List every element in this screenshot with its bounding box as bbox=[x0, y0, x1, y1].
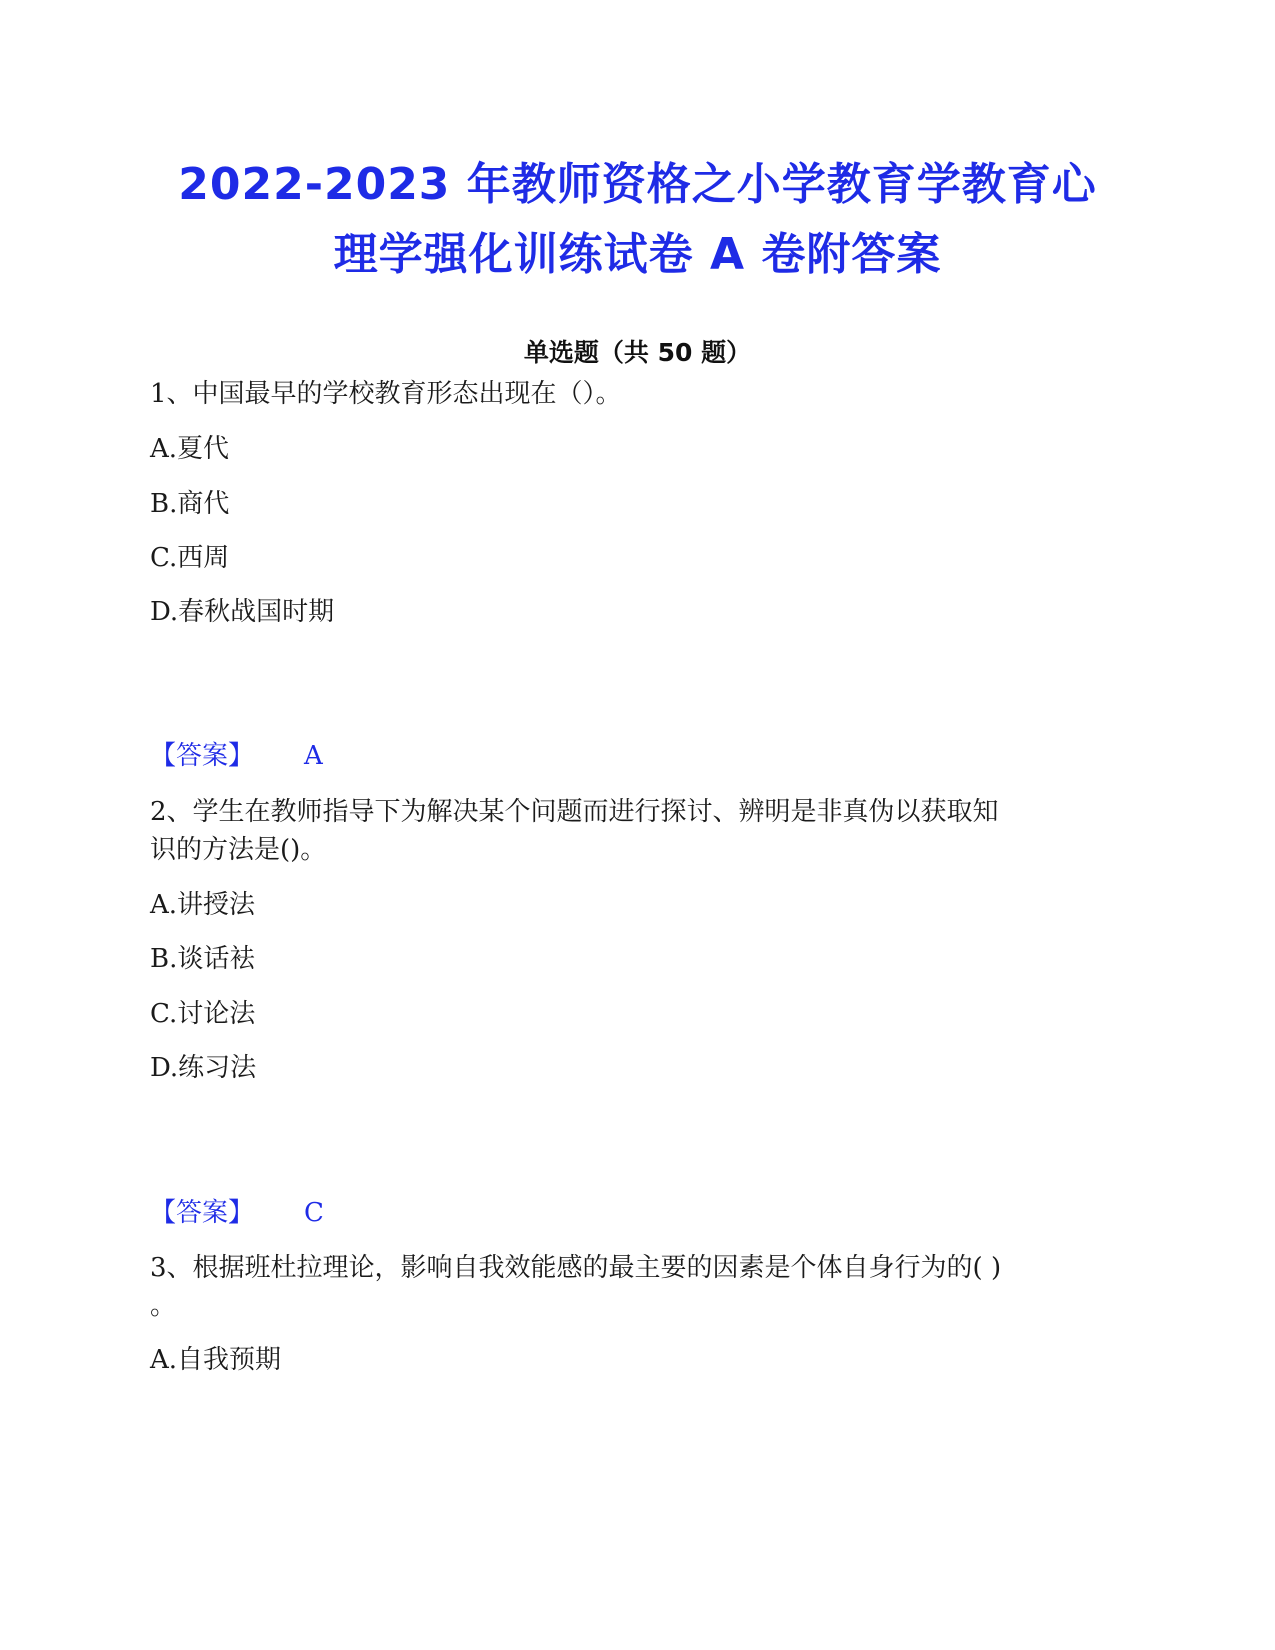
answer-value: C bbox=[304, 1198, 324, 1228]
document-title-line-1: 2022-2023 年教师资格之小学教育学教育心 bbox=[178, 159, 1097, 210]
answer-value: A bbox=[304, 741, 323, 771]
question-1-option-c: C.西周 bbox=[150, 543, 230, 573]
section-heading: 单选题（共 50 题） bbox=[523, 338, 752, 367]
question-2-option-a: A.讲授法 bbox=[150, 890, 256, 920]
question-2-option-c: C.讨论法 bbox=[150, 999, 256, 1029]
question-3-stem-line-1: 3、根据班杜拉理论，影响自我效能感的最主要的因素是个体自身行为的( ) bbox=[150, 1253, 1002, 1283]
question-1-option-b: B.商代 bbox=[150, 489, 230, 519]
answer-label: 【答案】 bbox=[150, 1198, 255, 1228]
document-title bbox=[0, 150, 1275, 290]
answer-label: 【答案】 bbox=[150, 741, 255, 771]
question-2-option-b: B.谈话袪 bbox=[150, 944, 256, 974]
question-3-option-a: A.自我预期 bbox=[150, 1345, 282, 1375]
question-1-option-d: D.春秋战国时期 bbox=[150, 597, 335, 627]
question-1-option-a: A.夏代 bbox=[150, 434, 230, 464]
question-1-answer bbox=[150, 738, 323, 774]
question-2-stem-line-2: 识的方法是()。 bbox=[150, 835, 327, 865]
question-2-option-d: D.练习法 bbox=[150, 1053, 257, 1083]
question-2-stem-line-1: 2、学生在教师指导下为解决某个问题而进行探讨、辨明是非真伪以获取知 bbox=[150, 797, 999, 827]
document-title-line-2: 理学强化训练试卷 A 卷附答案 bbox=[333, 229, 942, 280]
question-2-answer bbox=[150, 1195, 324, 1231]
question-3-stem-line-2: 。 bbox=[150, 1291, 177, 1321]
question-1-stem: 1、中国最早的学校教育形态出现在（）。 bbox=[150, 379, 622, 409]
